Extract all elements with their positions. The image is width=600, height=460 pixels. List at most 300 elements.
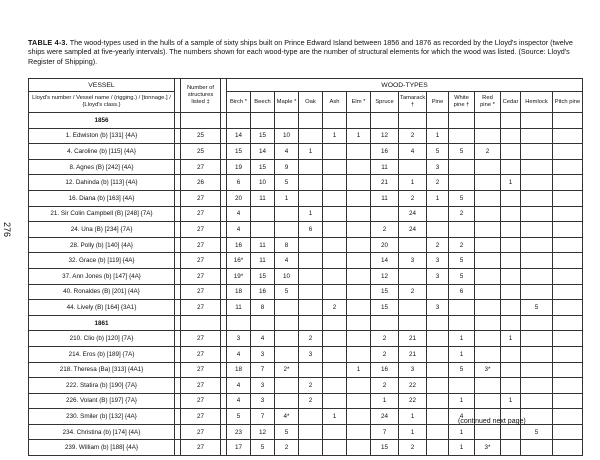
wood-count-cell: 2 bbox=[399, 128, 427, 144]
wood-count-cell bbox=[299, 424, 323, 440]
vessel-cell: 16. Diana (b) [163] {4A} bbox=[29, 190, 175, 206]
wood-count-cell bbox=[347, 144, 371, 160]
table-row bbox=[29, 206, 583, 222]
wood-count-cell: 15 bbox=[251, 159, 275, 175]
wood-count-cell: 15 bbox=[227, 144, 251, 160]
wood-count-cell bbox=[475, 284, 501, 300]
vessel-cell: 222. Statira (b) [190] {7A} bbox=[29, 378, 175, 394]
wood-count-cell bbox=[275, 206, 299, 222]
wood-count-cell: 4 bbox=[275, 253, 299, 269]
wood-count-cell: 1 bbox=[449, 424, 475, 440]
wood-count-cell: 1 bbox=[427, 128, 449, 144]
wood-count-cell: 1 bbox=[449, 331, 475, 347]
structures-count-cell: 25 bbox=[181, 128, 221, 144]
table-row bbox=[29, 268, 583, 284]
wood-count-cell bbox=[323, 175, 347, 191]
structures-count-cell: 27 bbox=[181, 284, 221, 300]
wood-count-cell bbox=[553, 206, 583, 222]
wood-count-cell bbox=[347, 206, 371, 222]
wood-count-cell bbox=[521, 268, 553, 284]
wood-count-cell: 4 bbox=[251, 331, 275, 347]
wood-count-cell: 1 bbox=[299, 206, 323, 222]
wood-count-cell: 16* bbox=[227, 253, 251, 269]
wood-count-cell bbox=[475, 331, 501, 347]
wood-count-cell bbox=[323, 362, 347, 378]
wood-count-cell: 6 bbox=[227, 175, 251, 191]
wood-count-cell: 1 bbox=[449, 440, 475, 456]
year-label: 1861 bbox=[29, 315, 175, 331]
wood-count-cell bbox=[501, 346, 521, 362]
wood-count-cell bbox=[427, 440, 449, 456]
wood-count-cell: 21 bbox=[371, 175, 399, 191]
wood-count-cell: 4 bbox=[227, 346, 251, 362]
wood-count-cell bbox=[449, 159, 475, 175]
table-row bbox=[29, 144, 583, 160]
wood-count-cell: 2 bbox=[323, 300, 347, 316]
table-row bbox=[29, 362, 583, 378]
wood-count-cell: 21 bbox=[399, 346, 427, 362]
wood-count-cell: 11 bbox=[251, 237, 275, 253]
wood-count-cell bbox=[299, 440, 323, 456]
wood-types-table bbox=[28, 78, 583, 456]
wood-count-cell: 4 bbox=[227, 378, 251, 394]
wood-count-cell bbox=[347, 378, 371, 394]
year-row bbox=[29, 315, 583, 331]
wood-count-cell: 8 bbox=[251, 300, 275, 316]
wood-count-cell: 2 bbox=[475, 144, 501, 160]
wood-count-cell bbox=[521, 378, 553, 394]
wood-count-cell: 2 bbox=[371, 378, 399, 394]
wood-count-cell bbox=[553, 253, 583, 269]
wood-count-cell bbox=[501, 300, 521, 316]
wood-count-cell bbox=[501, 190, 521, 206]
vessel-cell: 239. William (b) [188] {4A} bbox=[29, 440, 175, 456]
wood-count-cell bbox=[323, 346, 347, 362]
table-row bbox=[29, 393, 583, 409]
wood-count-cell: 16 bbox=[371, 362, 399, 378]
wood-count-cell: 2 bbox=[399, 190, 427, 206]
wood-count-cell bbox=[521, 346, 553, 362]
wood-count-cell bbox=[475, 190, 501, 206]
wood-count-cell bbox=[449, 222, 475, 238]
vessel-cell: 21. Sir Colin Campbell (B) [248] {7A} bbox=[29, 206, 175, 222]
wood-count-cell: 5 bbox=[449, 190, 475, 206]
wood-count-cell: 7 bbox=[371, 424, 399, 440]
wood-count-cell: 2 bbox=[427, 237, 449, 253]
wood-count-cell bbox=[553, 362, 583, 378]
structures-header: Number of structures listed ‡ bbox=[181, 79, 221, 113]
table-caption bbox=[28, 38, 582, 66]
wood-count-cell bbox=[427, 346, 449, 362]
wood-count-cell: 4 bbox=[449, 409, 475, 425]
vessel-cell: 8. Agnes (B) [242] {4A} bbox=[29, 159, 175, 175]
wood-count-cell bbox=[553, 346, 583, 362]
wood-count-cell bbox=[427, 284, 449, 300]
vessel-cell: 40. Ronaldes (B) [201] {4A} bbox=[29, 284, 175, 300]
wood-count-cell bbox=[347, 409, 371, 425]
table-row bbox=[29, 222, 583, 238]
vessel-cell: 214. Eros (b) [189] {7A} bbox=[29, 346, 175, 362]
wood-count-cell bbox=[475, 128, 501, 144]
structures-count-cell: 27 bbox=[181, 268, 221, 284]
wood-count-cell: 12 bbox=[251, 424, 275, 440]
vessel-cell: 230. Smiler (b) [132] {4A} bbox=[29, 409, 175, 425]
wood-count-cell bbox=[299, 159, 323, 175]
table-row bbox=[29, 346, 583, 362]
wood-count-cell bbox=[501, 222, 521, 238]
vessel-cell: 24. Una (B) [234] {7A} bbox=[29, 222, 175, 238]
wood-count-cell: 2 bbox=[371, 222, 399, 238]
wood-count-cell bbox=[299, 175, 323, 191]
wood-count-cell bbox=[275, 222, 299, 238]
wood-count-cell: 1 bbox=[299, 144, 323, 160]
wood-count-cell: 1 bbox=[347, 128, 371, 144]
table-row bbox=[29, 175, 583, 191]
wood-count-cell: 1 bbox=[501, 393, 521, 409]
wood-count-cell: 5 bbox=[251, 440, 275, 456]
vessel-cell: 4. Caroline (b) [115] {4A} bbox=[29, 144, 175, 160]
wood-type-header: White pine † bbox=[449, 92, 475, 113]
wood-count-cell bbox=[427, 378, 449, 394]
vessel-cell: 32. Grace (b) [119] {4A} bbox=[29, 253, 175, 269]
wood-count-cell: 3 bbox=[427, 253, 449, 269]
wood-count-cell: 5 bbox=[275, 175, 299, 191]
wood-count-cell bbox=[501, 237, 521, 253]
structures-count-cell: 27 bbox=[181, 440, 221, 456]
wood-count-cell bbox=[449, 175, 475, 191]
wood-count-cell: 11 bbox=[251, 190, 275, 206]
wood-count-cell bbox=[449, 300, 475, 316]
wood-count-cell bbox=[299, 253, 323, 269]
wood-count-cell: 3* bbox=[475, 440, 501, 456]
wood-count-cell bbox=[323, 331, 347, 347]
structures-count-cell: 27 bbox=[181, 190, 221, 206]
wood-count-cell: 3 bbox=[399, 362, 427, 378]
wood-count-cell bbox=[323, 284, 347, 300]
wood-count-cell bbox=[553, 424, 583, 440]
wood-count-cell: 1 bbox=[501, 331, 521, 347]
wood-count-cell bbox=[521, 253, 553, 269]
wood-count-cell: 2 bbox=[399, 440, 427, 456]
wood-count-cell bbox=[449, 378, 475, 394]
vessel-header: VESSEL bbox=[29, 79, 175, 92]
structures-count-cell: 27 bbox=[181, 253, 221, 269]
wood-count-cell: 4 bbox=[227, 222, 251, 238]
vessel-cell: 234. Christina (b) [174] {4A} bbox=[29, 424, 175, 440]
caption-text: The wood-types used in the hulls of a sample of sixty ships built on Prince Edward Island between 1856 and 1876 as recorded by the Lloyd's inspector (twelve ships were sampled at five-yearly intervals). The numbers shown for each wood-type are the number of structural elements for which the wood was listed. (Source: Lloyd's Register of Shipping). bbox=[28, 38, 573, 66]
wood-count-cell: 3 bbox=[227, 331, 251, 347]
wood-count-cell: 23 bbox=[227, 424, 251, 440]
wood-count-cell bbox=[553, 144, 583, 160]
wood-count-cell bbox=[553, 300, 583, 316]
table-row bbox=[29, 190, 583, 206]
wood-count-cell bbox=[501, 440, 521, 456]
wood-count-cell: 1 bbox=[399, 424, 427, 440]
wood-type-header: Pitch pine bbox=[553, 92, 583, 113]
wood-count-cell: 12 bbox=[371, 128, 399, 144]
wood-count-cell: 2 bbox=[299, 378, 323, 394]
structures-count-cell: 27 bbox=[181, 300, 221, 316]
wood-count-cell bbox=[275, 393, 299, 409]
wood-count-cell: 1 bbox=[399, 409, 427, 425]
wood-count-cell: 3 bbox=[399, 253, 427, 269]
wood-count-cell bbox=[399, 268, 427, 284]
structures-count-cell: 27 bbox=[181, 346, 221, 362]
wood-count-cell: 11 bbox=[371, 159, 399, 175]
structures-count-cell: 26 bbox=[181, 175, 221, 191]
wood-count-cell bbox=[323, 159, 347, 175]
wood-count-cell bbox=[347, 424, 371, 440]
wood-count-cell: 15 bbox=[251, 268, 275, 284]
vessel-cell: 12. Dahinda (b) [113] {4A} bbox=[29, 175, 175, 191]
wood-count-cell bbox=[427, 424, 449, 440]
structures-count-cell: 27 bbox=[181, 159, 221, 175]
wood-count-cell bbox=[299, 300, 323, 316]
vessel-cell: 1. Edwiston (b) [131] {4A} bbox=[29, 128, 175, 144]
wood-type-header: Birch * bbox=[227, 92, 251, 113]
wood-count-cell: 8 bbox=[275, 237, 299, 253]
wood-count-cell: 15 bbox=[371, 300, 399, 316]
wood-count-cell: 22 bbox=[399, 378, 427, 394]
wood-count-cell bbox=[347, 393, 371, 409]
wood-count-cell bbox=[501, 206, 521, 222]
wood-count-cell: 14 bbox=[371, 253, 399, 269]
structures-count-cell: 25 bbox=[181, 144, 221, 160]
wood-count-cell bbox=[323, 237, 347, 253]
vessel-cell: 37. Ann Jones (b) [147] {4A} bbox=[29, 268, 175, 284]
table-row bbox=[29, 300, 583, 316]
wood-count-cell: 2 bbox=[449, 237, 475, 253]
structures-count-cell: 27 bbox=[181, 222, 221, 238]
wood-count-cell: 1 bbox=[399, 175, 427, 191]
wood-count-cell: 1 bbox=[347, 362, 371, 378]
wood-count-cell: 16 bbox=[251, 284, 275, 300]
wood-count-cell bbox=[521, 159, 553, 175]
wood-type-header: Tamarack † bbox=[399, 92, 427, 113]
wood-count-cell: 1 bbox=[275, 190, 299, 206]
wood-count-cell bbox=[299, 409, 323, 425]
wood-count-cell: 7 bbox=[251, 362, 275, 378]
table-row bbox=[29, 331, 583, 347]
wood-count-cell: 14 bbox=[251, 144, 275, 160]
wood-count-cell: 5 bbox=[521, 300, 553, 316]
wood-count-cell: 21 bbox=[399, 331, 427, 347]
wood-count-cell bbox=[475, 159, 501, 175]
wood-count-cell: 1 bbox=[449, 346, 475, 362]
wood-count-cell: 15 bbox=[371, 284, 399, 300]
wood-count-cell bbox=[475, 175, 501, 191]
wood-count-cell bbox=[501, 378, 521, 394]
wood-count-cell bbox=[347, 331, 371, 347]
wood-count-cell bbox=[521, 331, 553, 347]
wood-count-cell: 2 bbox=[427, 175, 449, 191]
page-number: 276 bbox=[2, 222, 12, 238]
wood-count-cell: 5 bbox=[449, 268, 475, 284]
wood-count-cell: 10 bbox=[251, 175, 275, 191]
wood-type-header: Pine bbox=[427, 92, 449, 113]
vessel-cell: 210. Clio (b) [120] {7A} bbox=[29, 331, 175, 347]
wood-count-cell: 9 bbox=[275, 159, 299, 175]
wood-count-cell: 18 bbox=[227, 362, 251, 378]
wood-count-cell bbox=[475, 268, 501, 284]
wood-count-cell: 1 bbox=[501, 175, 521, 191]
wood-count-cell bbox=[251, 222, 275, 238]
wood-count-cell bbox=[521, 284, 553, 300]
wood-count-cell: 1 bbox=[427, 190, 449, 206]
wood-count-cell: 1 bbox=[323, 128, 347, 144]
wood-count-cell bbox=[427, 331, 449, 347]
wood-count-cell bbox=[521, 190, 553, 206]
wood-count-cell: 3* bbox=[475, 362, 501, 378]
vessel-subheader: Lloyd's number / Vessel name / (rigging.) / [tonnage.] / {Lloyd's class.} bbox=[29, 92, 175, 113]
vessel-cell: 44. Lively (B) [164] {3A1} bbox=[29, 300, 175, 316]
wood-count-cell bbox=[521, 237, 553, 253]
table-row bbox=[29, 128, 583, 144]
wood-count-cell bbox=[251, 206, 275, 222]
wood-count-cell bbox=[275, 331, 299, 347]
wood-count-cell bbox=[553, 237, 583, 253]
wood-type-header: Maple * bbox=[275, 92, 299, 113]
wood-count-cell bbox=[347, 300, 371, 316]
wood-count-cell: 4 bbox=[275, 144, 299, 160]
wood-count-cell: 1 bbox=[449, 393, 475, 409]
wood-count-cell bbox=[347, 222, 371, 238]
structures-count-cell: 27 bbox=[181, 206, 221, 222]
wood-count-cell bbox=[299, 362, 323, 378]
wood-count-cell: 19* bbox=[227, 268, 251, 284]
wood-count-cell: 3 bbox=[427, 268, 449, 284]
wood-count-cell bbox=[475, 346, 501, 362]
caption-label: TABLE 4-3. bbox=[28, 38, 68, 47]
wood-count-cell: 11 bbox=[371, 190, 399, 206]
wood-count-cell bbox=[553, 284, 583, 300]
wood-count-cell: 2 bbox=[449, 206, 475, 222]
wood-count-cell bbox=[323, 440, 347, 456]
wood-count-cell bbox=[347, 190, 371, 206]
wood-count-cell: 3 bbox=[299, 346, 323, 362]
wood-count-cell bbox=[275, 300, 299, 316]
wood-count-cell bbox=[299, 284, 323, 300]
wood-count-cell bbox=[553, 440, 583, 456]
wood-count-cell bbox=[427, 222, 449, 238]
wood-count-cell: 5 bbox=[449, 253, 475, 269]
wood-count-cell bbox=[399, 159, 427, 175]
wood-count-cell bbox=[501, 144, 521, 160]
wood-count-cell: 5 bbox=[449, 362, 475, 378]
wood-count-cell bbox=[347, 175, 371, 191]
wood-count-cell bbox=[475, 222, 501, 238]
table-row bbox=[29, 284, 583, 300]
wood-count-cell: 24 bbox=[399, 222, 427, 238]
wood-count-cell: 11 bbox=[251, 253, 275, 269]
wood-count-cell bbox=[323, 393, 347, 409]
wood-count-cell: 4 bbox=[227, 206, 251, 222]
structures-count-cell: 27 bbox=[181, 362, 221, 378]
vessel-cell: 218. Theresa (Ba) [313] {4A1} bbox=[29, 362, 175, 378]
wood-count-cell bbox=[501, 284, 521, 300]
wood-count-cell bbox=[501, 159, 521, 175]
wood-count-cell: 15 bbox=[371, 440, 399, 456]
wood-count-cell: 14 bbox=[227, 128, 251, 144]
wood-count-cell: 10 bbox=[275, 128, 299, 144]
wood-count-cell: 5 bbox=[427, 144, 449, 160]
wood-count-cell: 3 bbox=[251, 346, 275, 362]
wood-count-cell: 4 bbox=[399, 144, 427, 160]
wood-count-cell bbox=[449, 128, 475, 144]
wood-count-cell: 6 bbox=[299, 222, 323, 238]
wood-count-cell bbox=[347, 159, 371, 175]
table-row bbox=[29, 253, 583, 269]
wood-count-cell bbox=[347, 253, 371, 269]
wood-type-header: Hemlock bbox=[521, 92, 553, 113]
vessel-cell: 28. Polly (b) [140] {4A} bbox=[29, 237, 175, 253]
wood-count-cell: 2 bbox=[275, 440, 299, 456]
wood-count-cell bbox=[501, 128, 521, 144]
wood-types-header: WOOD-TYPES bbox=[227, 79, 583, 92]
vessel-cell: 226. Volant (B) [197] {7A} bbox=[29, 393, 175, 409]
wood-count-cell bbox=[553, 222, 583, 238]
wood-count-cell: 1 bbox=[371, 393, 399, 409]
wood-count-cell: 2 bbox=[371, 331, 399, 347]
wood-count-cell bbox=[475, 206, 501, 222]
wood-count-cell bbox=[323, 144, 347, 160]
structures-count-cell: 27 bbox=[181, 331, 221, 347]
year-label: 1856 bbox=[29, 113, 175, 129]
wood-count-cell bbox=[553, 175, 583, 191]
wood-count-cell bbox=[521, 128, 553, 144]
wood-count-cell bbox=[475, 424, 501, 440]
structures-count-cell: 27 bbox=[181, 393, 221, 409]
wood-count-cell bbox=[427, 362, 449, 378]
wood-count-cell: 10 bbox=[275, 268, 299, 284]
wood-count-cell bbox=[553, 190, 583, 206]
wood-count-cell: 5 bbox=[275, 424, 299, 440]
wood-count-cell bbox=[553, 268, 583, 284]
wood-count-cell bbox=[553, 331, 583, 347]
wood-count-cell bbox=[299, 268, 323, 284]
wood-count-cell bbox=[553, 128, 583, 144]
wood-count-cell bbox=[275, 346, 299, 362]
structures-count-cell: 27 bbox=[181, 237, 221, 253]
wood-count-cell bbox=[371, 206, 399, 222]
wood-count-cell: 2 bbox=[299, 393, 323, 409]
wood-count-cell bbox=[323, 268, 347, 284]
wood-count-cell bbox=[347, 440, 371, 456]
wood-count-cell: 5 bbox=[227, 409, 251, 425]
wood-count-cell bbox=[501, 362, 521, 378]
wood-count-cell bbox=[521, 440, 553, 456]
structures-count-cell: 27 bbox=[181, 409, 221, 425]
wood-count-cell: 15 bbox=[251, 128, 275, 144]
year-row bbox=[29, 113, 583, 129]
wood-type-header: Red pine * bbox=[475, 92, 501, 113]
wood-count-cell: 22 bbox=[399, 393, 427, 409]
wood-count-cell bbox=[475, 253, 501, 269]
wood-count-cell bbox=[501, 268, 521, 284]
wood-count-cell bbox=[521, 144, 553, 160]
table-row bbox=[29, 440, 583, 456]
wood-count-cell: 20 bbox=[371, 237, 399, 253]
wood-count-cell bbox=[553, 409, 583, 425]
wood-count-cell bbox=[553, 159, 583, 175]
wood-count-cell: 20 bbox=[227, 190, 251, 206]
wood-count-cell: 17 bbox=[227, 440, 251, 456]
wood-count-cell: 3 bbox=[427, 159, 449, 175]
wood-count-cell bbox=[399, 300, 427, 316]
table-row bbox=[29, 378, 583, 394]
wood-count-cell bbox=[347, 237, 371, 253]
wood-type-header: Elm * bbox=[347, 92, 371, 113]
